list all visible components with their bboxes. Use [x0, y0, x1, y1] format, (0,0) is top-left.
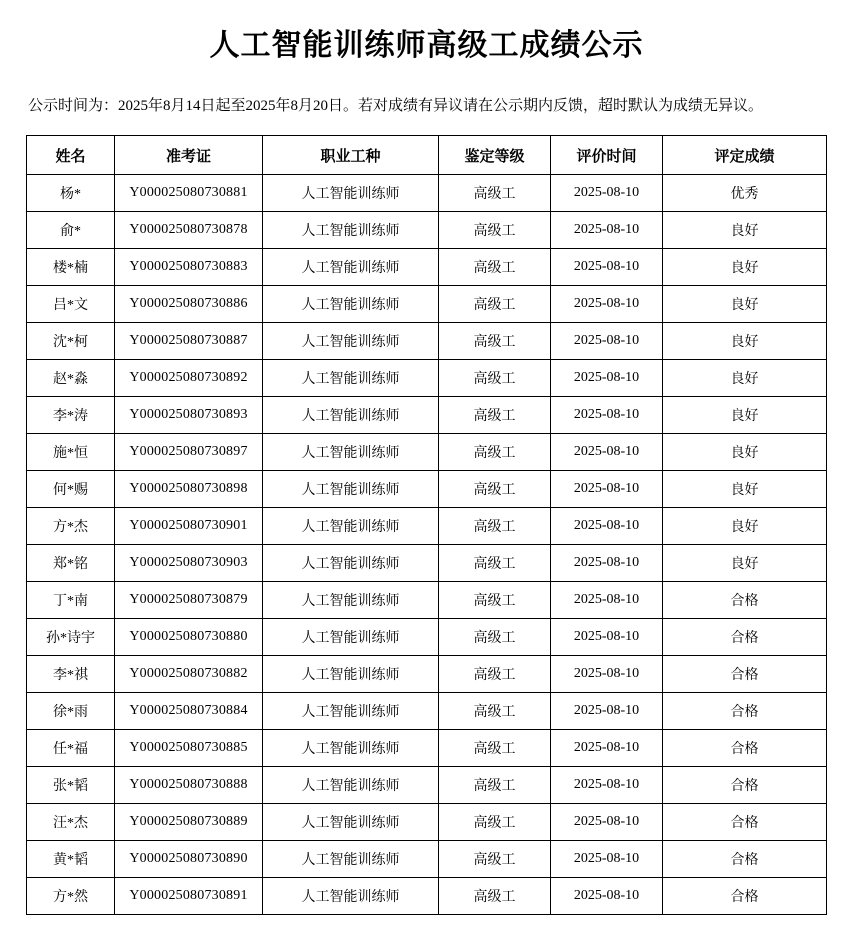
cell-date: 2025-08-10	[551, 656, 663, 693]
column-header-ticket: 准考证	[115, 136, 263, 175]
cell-ticket: Y000025080730901	[115, 508, 263, 545]
cell-level: 高级工	[439, 323, 551, 360]
cell-job: 人工智能训练师	[263, 471, 439, 508]
cell-name: 吕*文	[27, 286, 115, 323]
cell-grade: 良好	[663, 471, 827, 508]
cell-level: 高级工	[439, 249, 551, 286]
table-header	[27, 136, 827, 175]
cell-name: 杨*	[27, 175, 115, 212]
cell-ticket: Y000025080730878	[115, 212, 263, 249]
cell-date: 2025-08-10	[551, 804, 663, 841]
cell-level: 高级工	[439, 841, 551, 878]
cell-date: 2025-08-10	[551, 286, 663, 323]
table-row	[27, 471, 827, 508]
cell-date: 2025-08-10	[551, 508, 663, 545]
cell-grade: 良好	[663, 360, 827, 397]
cell-level: 高级工	[439, 471, 551, 508]
cell-grade: 良好	[663, 212, 827, 249]
table-row	[27, 619, 827, 656]
cell-ticket: Y000025080730888	[115, 767, 263, 804]
cell-grade: 良好	[663, 286, 827, 323]
cell-grade: 合格	[663, 582, 827, 619]
cell-grade: 合格	[663, 878, 827, 915]
table-row	[27, 175, 827, 212]
cell-date: 2025-08-10	[551, 434, 663, 471]
table-row	[27, 545, 827, 582]
cell-job: 人工智能训练师	[263, 323, 439, 360]
cell-grade: 良好	[663, 249, 827, 286]
cell-date: 2025-08-10	[551, 249, 663, 286]
cell-ticket: Y000025080730889	[115, 804, 263, 841]
cell-level: 高级工	[439, 545, 551, 582]
cell-level: 高级工	[439, 212, 551, 249]
cell-name: 李*涛	[27, 397, 115, 434]
cell-name: 孙*诗宇	[27, 619, 115, 656]
cell-name: 任*福	[27, 730, 115, 767]
cell-name: 方*杰	[27, 508, 115, 545]
cell-date: 2025-08-10	[551, 323, 663, 360]
table-row	[27, 434, 827, 471]
cell-name: 徐*雨	[27, 693, 115, 730]
table-row	[27, 323, 827, 360]
table-row	[27, 693, 827, 730]
cell-name: 李*祺	[27, 656, 115, 693]
cell-ticket: Y000025080730891	[115, 878, 263, 915]
table-row	[27, 286, 827, 323]
cell-date: 2025-08-10	[551, 619, 663, 656]
table-row	[27, 767, 827, 804]
cell-ticket: Y000025080730881	[115, 175, 263, 212]
cell-job: 人工智能训练师	[263, 175, 439, 212]
cell-ticket: Y000025080730880	[115, 619, 263, 656]
cell-job: 人工智能训练师	[263, 841, 439, 878]
cell-name: 施*恒	[27, 434, 115, 471]
cell-level: 高级工	[439, 730, 551, 767]
cell-name: 汪*杰	[27, 804, 115, 841]
document-page	[0, 26, 853, 915]
cell-job: 人工智能训练师	[263, 656, 439, 693]
cell-job: 人工智能训练师	[263, 286, 439, 323]
cell-grade: 合格	[663, 841, 827, 878]
cell-name: 郑*铭	[27, 545, 115, 582]
cell-name: 沈*柯	[27, 323, 115, 360]
cell-grade: 良好	[663, 434, 827, 471]
cell-date: 2025-08-10	[551, 545, 663, 582]
cell-ticket: Y000025080730885	[115, 730, 263, 767]
cell-date: 2025-08-10	[551, 212, 663, 249]
cell-ticket: Y000025080730892	[115, 360, 263, 397]
cell-grade: 优秀	[663, 175, 827, 212]
cell-level: 高级工	[439, 508, 551, 545]
table-row	[27, 878, 827, 915]
cell-name: 赵*淼	[27, 360, 115, 397]
cell-date: 2025-08-10	[551, 878, 663, 915]
cell-level: 高级工	[439, 693, 551, 730]
cell-ticket: Y000025080730898	[115, 471, 263, 508]
cell-grade: 良好	[663, 545, 827, 582]
cell-level: 高级工	[439, 360, 551, 397]
cell-grade: 良好	[663, 508, 827, 545]
cell-level: 高级工	[439, 619, 551, 656]
cell-ticket: Y000025080730886	[115, 286, 263, 323]
cell-ticket: Y000025080730887	[115, 323, 263, 360]
cell-grade: 合格	[663, 767, 827, 804]
cell-ticket: Y000025080730893	[115, 397, 263, 434]
table-row	[27, 360, 827, 397]
cell-grade: 良好	[663, 397, 827, 434]
cell-name: 张*韬	[27, 767, 115, 804]
cell-date: 2025-08-10	[551, 175, 663, 212]
table-row	[27, 841, 827, 878]
cell-grade: 合格	[663, 656, 827, 693]
cell-job: 人工智能训练师	[263, 767, 439, 804]
cell-ticket: Y000025080730897	[115, 434, 263, 471]
cell-level: 高级工	[439, 175, 551, 212]
cell-job: 人工智能训练师	[263, 730, 439, 767]
cell-grade: 合格	[663, 730, 827, 767]
table-row	[27, 730, 827, 767]
table-header-row	[27, 136, 827, 175]
cell-ticket: Y000025080730879	[115, 582, 263, 619]
cell-name: 方*然	[27, 878, 115, 915]
cell-level: 高级工	[439, 286, 551, 323]
table-row	[27, 249, 827, 286]
cell-name: 楼*楠	[27, 249, 115, 286]
cell-job: 人工智能训练师	[263, 397, 439, 434]
table-row	[27, 582, 827, 619]
cell-ticket: Y000025080730882	[115, 656, 263, 693]
cell-date: 2025-08-10	[551, 397, 663, 434]
table-row	[27, 656, 827, 693]
page-title: 人工智能训练师高级工成绩公示	[209, 29, 644, 62]
publication-notice: 公示时间为：2025年8月14日起至2025年8月20日。若对成绩有异议请在公示期内反馈，超时默认为成绩无异议。	[28, 98, 764, 114]
cell-grade: 合格	[663, 804, 827, 841]
cell-ticket: Y000025080730890	[115, 841, 263, 878]
cell-level: 高级工	[439, 434, 551, 471]
cell-name: 丁*南	[27, 582, 115, 619]
cell-job: 人工智能训练师	[263, 878, 439, 915]
cell-job: 人工智能训练师	[263, 693, 439, 730]
cell-grade: 良好	[663, 323, 827, 360]
cell-job: 人工智能训练师	[263, 360, 439, 397]
table-row	[27, 508, 827, 545]
cell-job: 人工智能训练师	[263, 249, 439, 286]
cell-job: 人工智能训练师	[263, 508, 439, 545]
cell-level: 高级工	[439, 656, 551, 693]
cell-job: 人工智能训练师	[263, 804, 439, 841]
cell-name: 何*赐	[27, 471, 115, 508]
cell-level: 高级工	[439, 582, 551, 619]
results-table	[26, 135, 827, 915]
cell-job: 人工智能训练师	[263, 212, 439, 249]
cell-date: 2025-08-10	[551, 693, 663, 730]
table-row	[27, 804, 827, 841]
cell-job: 人工智能训练师	[263, 545, 439, 582]
cell-grade: 合格	[663, 619, 827, 656]
cell-job: 人工智能训练师	[263, 582, 439, 619]
cell-date: 2025-08-10	[551, 360, 663, 397]
cell-level: 高级工	[439, 878, 551, 915]
column-header-name: 姓名	[27, 136, 115, 175]
cell-ticket: Y000025080730903	[115, 545, 263, 582]
cell-grade: 合格	[663, 693, 827, 730]
column-header-job: 职业工种	[263, 136, 439, 175]
column-header-date: 评价时间	[551, 136, 663, 175]
cell-level: 高级工	[439, 804, 551, 841]
cell-job: 人工智能训练师	[263, 434, 439, 471]
cell-date: 2025-08-10	[551, 730, 663, 767]
cell-level: 高级工	[439, 397, 551, 434]
cell-date: 2025-08-10	[551, 471, 663, 508]
column-header-grade: 评定成绩	[663, 136, 827, 175]
cell-ticket: Y000025080730883	[115, 249, 263, 286]
cell-date: 2025-08-10	[551, 767, 663, 804]
cell-date: 2025-08-10	[551, 582, 663, 619]
column-header-level: 鉴定等级	[439, 136, 551, 175]
table-row	[27, 212, 827, 249]
table-body	[27, 175, 827, 915]
table-row	[27, 397, 827, 434]
cell-name: 黄*韬	[27, 841, 115, 878]
cell-date: 2025-08-10	[551, 841, 663, 878]
cell-level: 高级工	[439, 767, 551, 804]
cell-ticket: Y000025080730884	[115, 693, 263, 730]
cell-name: 俞*	[27, 212, 115, 249]
cell-job: 人工智能训练师	[263, 619, 439, 656]
